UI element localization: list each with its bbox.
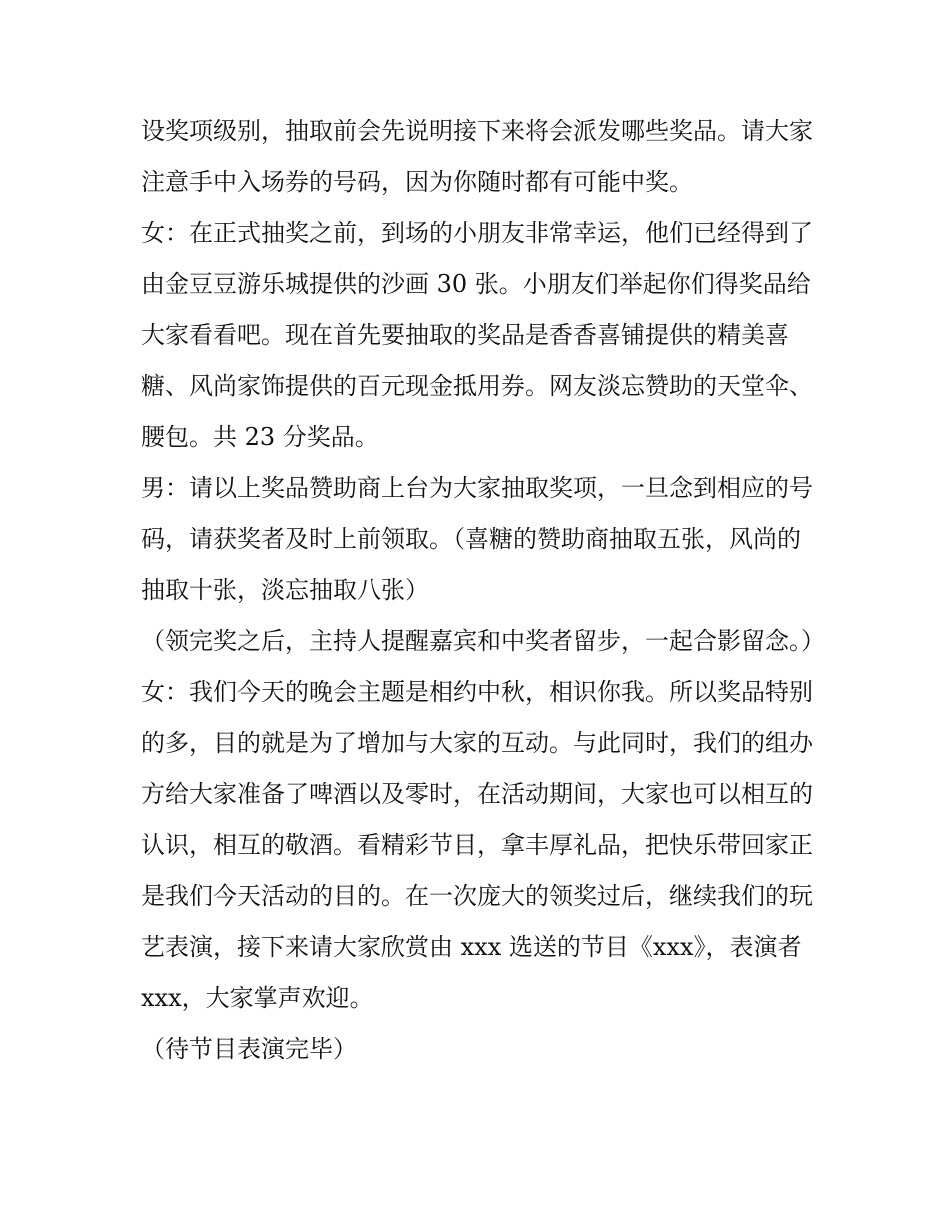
paragraph-stage-note-performance: （待节目表演完毕） (141, 1035, 357, 1063)
paragraph-female-host-1: 女：在正式抽奖之前，到场的小朋友非常幸运，他们已经得到了由金豆豆游乐城提供的沙画 30 张。小朋友们举起你们得奖品给大家看看吧。现在首先要抽取的奖品是香香喜铺提供的精美喜糖、风尚家饰提供的百元现金抵用券。网友淡忘赞助的天堂伞、腰包。共 23 分奖品。 (141, 219, 813, 451)
paragraph-prize-intro: 设奖项级别，抽取前会先说明接下来将会派发哪些奖品。请大家注意手中入场券的号码，因为你随时都有可能中奖。 (141, 117, 813, 196)
document-body (141, 106, 825, 1075)
paragraph-stage-note-photo: （领完奖之后，主持人提醒嘉宾和中奖者留步，一起合影留念。） (141, 627, 825, 655)
paragraph-female-host-2: 女：我们今天的晚会主题是相约中秋，相识你我。所以奖品特别的多，目的就是为了增加与大家的互动。与此同时，我们的组办方给大家准备了啤酒以及零时，在活动期间，大家也可以相互的认识，相互的敬酒。看精彩节目，拿丰厚礼品，把快乐带回家正是我们今天活动的目的。在一次庞大的领奖过后，继续我们的玩艺表演，接下来请大家欣赏由 xxx 选送的节目《xxx》，表演者 xxx，大家掌声欢迎。 (141, 678, 813, 1012)
paragraph-male-host: 男：请以上奖品赞助商上台为大家抽取奖项，一旦念到相应的号码，请获奖者及时上前领取。（喜糖的赞助商抽取五张，风尚的抽取十张，淡忘抽取八张） (141, 474, 813, 604)
